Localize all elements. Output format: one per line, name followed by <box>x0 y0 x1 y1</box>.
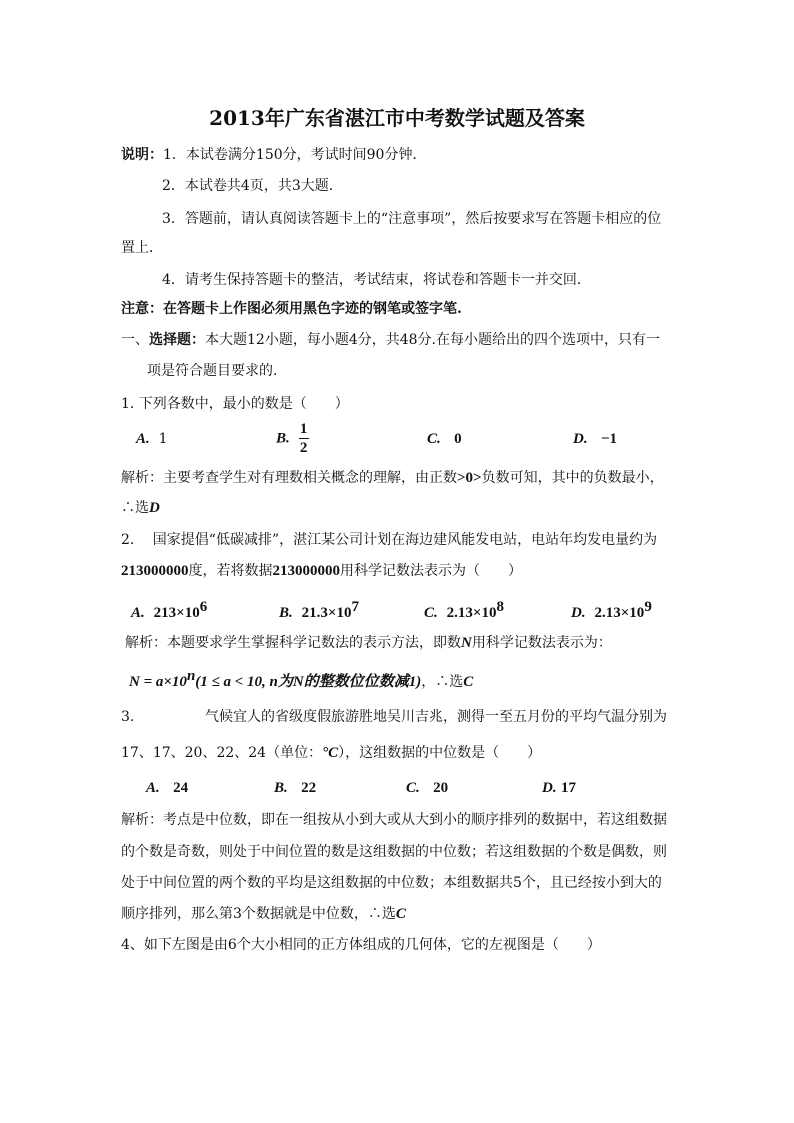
q2-stem-2: 213000000度，若将数据213000000用科学记数法表示为（ ） <box>121 563 522 579</box>
note-4: 4．请考生保持答题卡的整洁，考试结束，将试卷和答题卡一并交回． <box>162 272 591 288</box>
q2-stem-1: 2. 国家提倡“低碳减排”，湛江某公司计划在海边建风能发电站，电站年均发电量约为 <box>121 532 658 548</box>
q3-stem-2: 17、17、20、22、24（单位：°C），这组数据的中位数是（ ） <box>121 745 542 761</box>
section-1-heading <box>121 330 660 350</box>
q1-option-c: C. 0 <box>427 431 462 447</box>
q4-stem: 4、如下左图是由6个大小相同的正方体组成的几何体，它的左视图是（ ） <box>121 937 601 953</box>
notes-label: 说明： <box>121 147 163 163</box>
note-3b: 置上． <box>121 240 163 256</box>
q1-stem: 1. 下列各数中，最小的数是（ ） <box>121 396 349 412</box>
q1-option-d: D. −1 <box>573 431 618 447</box>
notes-line-1 <box>121 145 426 165</box>
q1-analysis: 解析：主要考查学生对有理数相关概念的理解，由正数>0>负数可知，其中的负数最小， <box>121 470 664 486</box>
q1-option-a: A. 1 <box>136 431 168 447</box>
q3-analysis-2: 的个数是奇数，则处于中间位置的数是这组数据的中位数；若这组数据的个数是偶数，则 <box>121 844 667 860</box>
q3-option-c: C. 20 <box>406 780 449 796</box>
note-3a: 3．答题前，请认真阅读答题卡上的“注意事项”，然后按要求写在答题卡相应的位 <box>162 211 662 227</box>
q3-option-b: B. 22 <box>274 780 317 796</box>
note-2: 2．本试卷共4页，共3大题． <box>162 178 343 194</box>
q1-fraction: $\frac{1}{2}$ <box>299 421 308 456</box>
note-1: 1．本试卷满分150分，考试时间90分钟． <box>163 147 427 163</box>
q2-option-b: B. $21.3\times 10^7$ <box>279 599 359 621</box>
q1-answer: ∴选D <box>121 500 160 516</box>
q2-formula: $N = a\times 10^n(1 \le a < 10$, n为N的整数位位数减1)，∴选C <box>129 668 474 690</box>
section-1-text-2: 项是符合题目要求的. <box>147 363 278 379</box>
q3-option-a: A. 24 <box>146 780 189 796</box>
q2-analysis: 解析：本题要求学生掌握科学记数法的表示方法，即数N用科学记数法表示为： <box>125 635 612 651</box>
notice: 注意：在答题卡上作图必须用黑色字迹的钢笔或签字笔. <box>121 301 462 317</box>
q2-option-c: C. $2.13\times 10^8$ <box>424 599 504 621</box>
q3-stem-1: 气候宜人的省级度假旅游胜地吴川吉兆，测得一至五月份的平均气温分别为 <box>205 709 667 725</box>
section-1-label: 选择题： <box>149 332 205 348</box>
page-title: 2013年广东省湛江市中考数学试题及答案 <box>209 106 585 130</box>
q3-number: 3. <box>121 709 135 725</box>
q1-option-b: B. $\frac{1}{2}$ <box>276 421 308 456</box>
q2-option-a: A. $213\times 10^6$ <box>131 599 208 621</box>
section-1-prefix: 一、 <box>121 332 149 348</box>
q3-analysis-3: 处于中间位置的两个数的平均是这组数据的中位数；本组数据共5个，且已经按小到大的 <box>121 875 662 891</box>
section-1-text: 本大题12小题，每小题4分，共48分.在每小题给出的四个选项中，只有一 <box>205 332 660 348</box>
q3-analysis-4: 顺序排列，那么第3个数据就是中位数，∴选C <box>121 906 406 922</box>
q2-option-d: D. $2.13\times 10^9$ <box>571 599 652 621</box>
q3-analysis-1: 解析：考点是中位数，即在一组按从小到大或从大到小的顺序排列的数据中，若这组数据 <box>121 812 667 828</box>
q3-option-d: D. 17 <box>542 780 577 796</box>
